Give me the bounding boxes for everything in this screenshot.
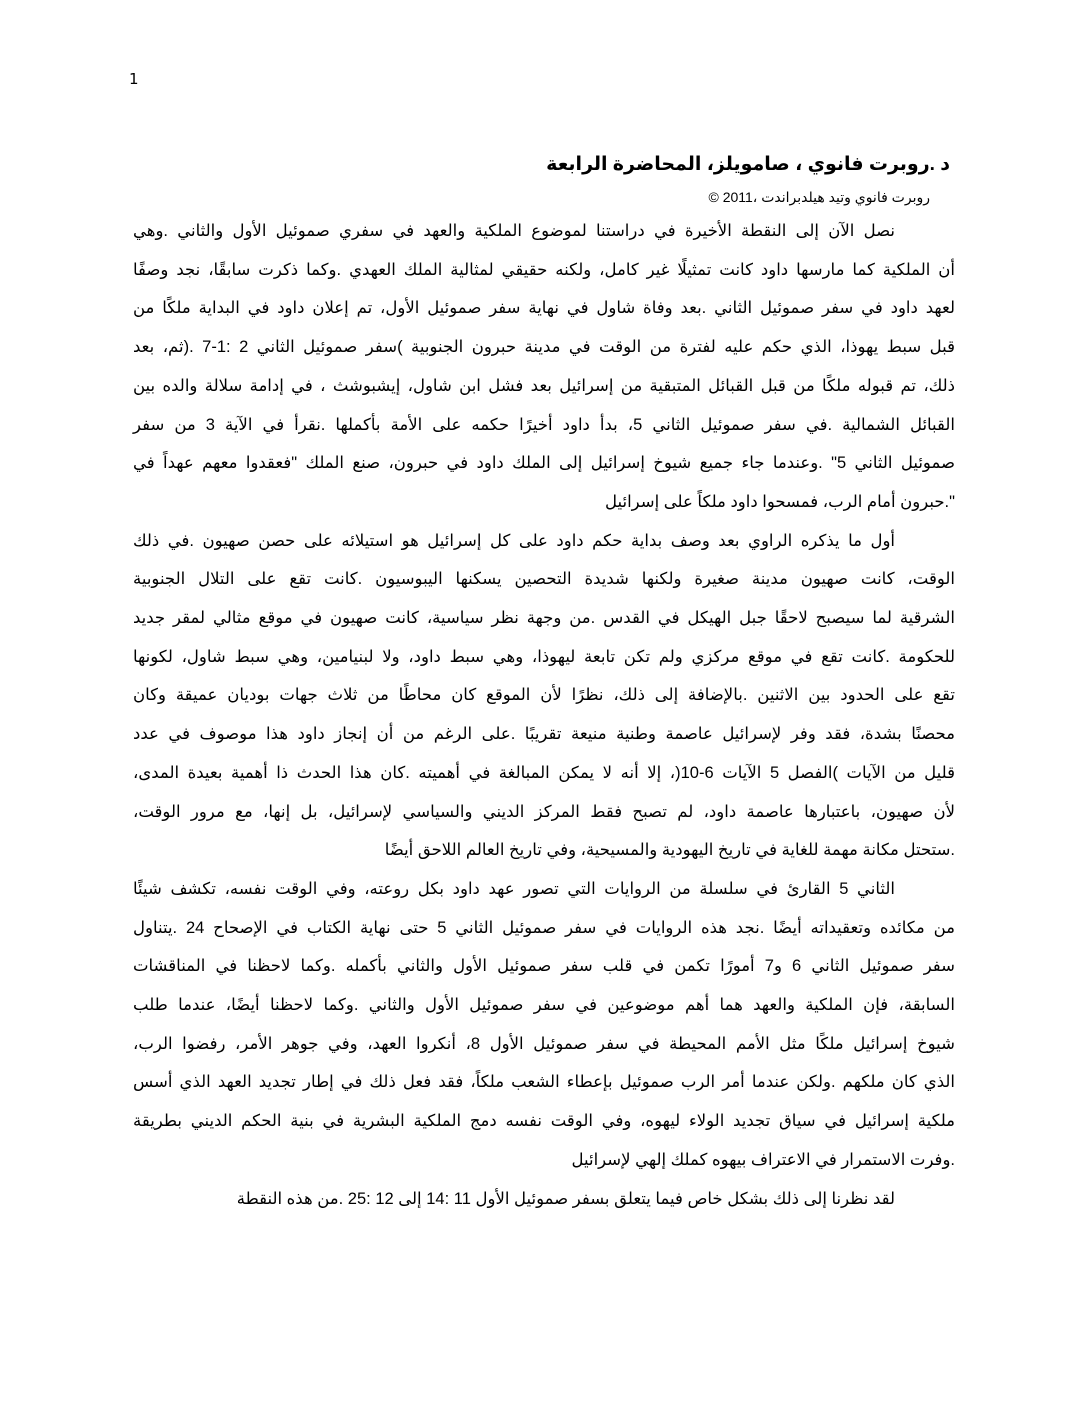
text-line: ".حبرون أمام الرب، فمسحوا داود ملكاً على إسرائيل — [605, 492, 955, 511]
document-body — [133, 150, 955, 1218]
paragraph-2 — [133, 522, 955, 870]
text-line: نصل الآن إلى النقطة الأخيرة في دراستنا لموضوع الملكية والعهد في سفري صموئيل الأول والثاني .وهي — [133, 222, 895, 240]
text-line: الشرقية لما سيصبح لاحقًا جبل الهيكل في القدس .من وجهة نظر سياسية، كانت صهيون في موقع مثالي لمقر جديد — [133, 609, 955, 628]
text-line: لعهد داود في سفر صموئيل الثاني .بعد وفاة شاول في نهاية سفر صموئيل الأول، تم إعلان داود في البداية ملكًا من — [133, 299, 955, 318]
text-line: من مكائده وتعقيداته أيضًا .نجد هذه الروايات في سفر صموئيل الثاني 5 حتى نهاية الكتاب في الإصحاح 24 .يتناول — [133, 918, 955, 937]
text-line: قليل من الآيات )الفصل 5 الآيات 6-10(، إلا أنه لا يمكن المبالغة في أهميته .كان هذا الحدث ذا أهمية بعيدة المدى، — [133, 763, 955, 782]
text-line: تقع على الحدود بين الاثنين .بالإضافة إلى ذلك، نظرًا لأن الموقع كان محاطًا من ثلاث جهات بوديان عميقة وكان — [133, 686, 955, 705]
paragraph-3 — [133, 870, 955, 1180]
text-line: ذلك، تم قبوله ملكًا من قبل القبائل المتبقية من إسرائيل بعد فشل ابن شاول، إيشبوشث ، في إدامة سلالة والده بين — [133, 376, 955, 395]
document-title: د .روبرت فانوي ، صامويلز، المحاضرة الرابعة — [546, 154, 950, 175]
text-line: الثاني 5 القارئ في سلسلة من الروايات التي تصور عهد داود بكل روعته، وفي الوقت نفسه، تكشف شيئًا — [133, 879, 895, 898]
text-line: السابقة، فإن الملكية والعهد هما أهم موضوعين في سفر صموئيل الأول والثاني .وكما لاحظنا أيضًا، عندما طلب — [133, 996, 955, 1015]
text-line: شيوخ إسرائيل ملكًا مثل الأمم المحيطة في سفر صموئيل الأول 8، أنكروا العهد، وفي جوهر الأمر، رفضوا الرب، — [133, 1034, 955, 1053]
text-line: للحكومة .كانت تقع في موقع مركزي ولم تكن تابعة ليهوذا، وهي سبط داود، ولا لبنيامين، وهي سبط شاول، لكونها — [133, 647, 955, 666]
text-line: القبائل الشمالية .في سفر صموئيل الثاني 5، بدأ داود أخيرًا حكمه على الأمة بأكملها .نقرأ في الآية 3 من سفر — [133, 415, 955, 434]
text-line: لأن صهيون، باعتبارها عاصمة داود، لم تصبح فقط المركز الديني والسياسي لإسرائيل، بل إنها، مع مرور الوقت، — [133, 802, 955, 821]
copyright-line: روبرت فانوي وتيد هيلدبراندت ،2011 © — [708, 189, 930, 205]
page-number: 1 — [129, 70, 139, 88]
text-line: سفر صموئيل الثاني 6 و7 أمورًا تكمن في قلب سفر صموئيل الأول والثاني بأكمله .وكما لاحظنا في المناقشات — [133, 957, 955, 976]
text-line: محصنًا بشدة، فقد وفر لإسرائيل عاصمة وطنية منيعة تقريبًا .على الرغم من أن إنجاز داود هذا موصوف في عدد — [133, 725, 955, 744]
text-line: .وفرت الاستمرار في الاعتراف بيهوه كملك إلهي لإسرائيل — [571, 1150, 955, 1169]
text-line: الوقت، كانت صهيون مدينة صغيرة ولكنها شديدة التحصين يسكنها اليبوسيون .كانت تقع على التلال الجنوبية — [133, 570, 955, 589]
text-line: أن الملكية كما مارسها داود كانت تمثيلًا غير كامل، ولكنه حقيقي لمثالية الملك العهدي .وكما ذكرت سابقًا، نجد وصفًا — [133, 260, 955, 279]
text-line: .ستحتل مكانة مهمة للغاية في تاريخ اليهودية والمسيحية، وفي تاريخ العالم اللاحق أيضًا — [384, 841, 955, 860]
text-line: أول ما يذكره الراوي بعد وصف بداية حكم داود على كل إسرائيل هو استيلائه على حصن صهيون .في ذلك — [133, 531, 895, 550]
text-line: لقد نظرنا إلى ذلك بشكل خاص فيما يتعلق بسفر صموئيل الأول 11 :14 إلى 12 :25 .من هذه النقطة — [236, 1189, 895, 1208]
text-line: قبل سبط يهوذا، الذي حكم عليه لفترة من الوقت في مدينة حبرون الجنوبية )سفر صموئيل الثاني 2 :1-7 .(ثم، بعد — [133, 338, 955, 357]
paragraph-4 — [133, 1180, 955, 1219]
text-line: الذي كان ملكهم .ولكن عندما أمر الرب صموئيل بإعطاء الشعب ملكاً، فقد فعل ذلك في إطار تجديد العهد الذي أسس — [133, 1073, 955, 1092]
paragraph-1 — [133, 212, 955, 522]
text-line: صموئيل الثاني 5" .وعندما جاء جميع شيوخ إسرائيل إلى الملك داود في حبرون، صنع الملك "فعقدوا معهم عهداً في — [133, 454, 955, 473]
text-line: ملكية إسرائيل في سياق تجديد الولاء ليهوه، وفي الوقت نفسه دمج الملكية البشرية في بنية الحكم الديني بطريقة — [133, 1112, 955, 1131]
